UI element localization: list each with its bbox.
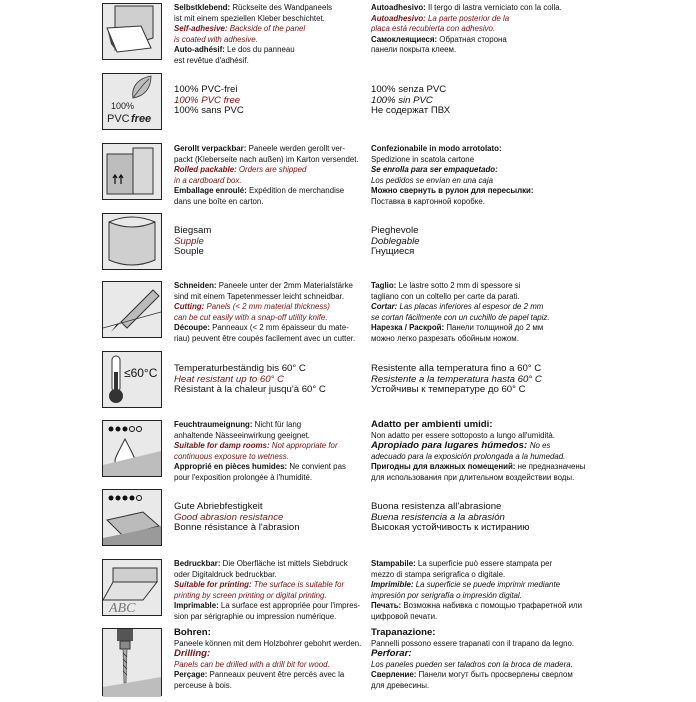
- text-line: ist mit einem speziellen Kleber beschichtet.: [174, 13, 325, 23]
- text-line: Bedruckbar: Die Oberfläche ist mittels Siebdruck: [174, 559, 348, 568]
- text-line: Stampabile: La superficie può essere stampata per: [371, 559, 553, 568]
- text-line: is coated with adhesive.: [174, 34, 258, 44]
- text-line: цифровой печати.: [371, 611, 438, 621]
- text-line: Temperaturbeständig bis 60° C: [174, 363, 306, 374]
- text-line: Устойчивы к температуре до 60° C: [371, 384, 526, 396]
- text-line: oder Digitaldruck bedruckbar.: [174, 569, 277, 579]
- text-line: mezzo di stampa serigrafica o digitale.: [371, 569, 506, 579]
- text-line: Auto-adhésif: Le dos du panneau: [174, 45, 295, 55]
- text-line: Apropiado para lugares húmedos: No es: [371, 440, 551, 452]
- text-line: 100% sans PVC: [174, 105, 244, 117]
- text-line: Biegsam: [174, 225, 212, 236]
- text-line: Не содержат ПВХ: [371, 105, 451, 117]
- text-line: riau) peuvent être coupés facilement avec un cutter.: [174, 333, 356, 343]
- pvc-free-leaf-icon: [102, 73, 162, 130]
- icon-text: 100%: [111, 101, 135, 111]
- text-line: anhaltende Nässeeinwirkung geeignet.: [174, 430, 310, 440]
- text-line: Cortar: Las placas inferiores al espesor de 2 mm: [371, 302, 544, 312]
- text-line: Самоклеящиеся: Обратная сторона: [371, 34, 507, 44]
- text-line: Paneele können mit dem Holzbohrer gebohrt werden.: [174, 638, 362, 648]
- text-line: adecuado para la exposición prolongada a la humedad.: [371, 451, 566, 461]
- text-line: Поставка в картонной коробке.: [371, 196, 485, 206]
- text-line: Печать: Возможна набивка с помощью трафаретной или: [371, 601, 583, 611]
- text-line: Сверление: Панели могут быть просверлены сверлом: [371, 670, 573, 680]
- text-line: Гнущиеся: [371, 246, 415, 258]
- text-line: Bonne résistance à l'abrasion: [174, 522, 300, 534]
- text-line: Нарезка / Раскрой: Панели толщиной до 2 мм: [371, 323, 544, 333]
- text-line: Bohren:: [174, 627, 211, 638]
- text-line: placa está recubierta con adhesivo.: [371, 24, 496, 34]
- text-line: Autoadhesivo: La parte posterior de la: [371, 13, 510, 23]
- cutter-knife-icon: [102, 281, 162, 338]
- text-line: Self-adhesive: Backside of the panel: [174, 24, 306, 34]
- text-line: se cortan fácilmente con un cuchillo de papel tapiz.: [371, 312, 550, 322]
- text-line: in a cardboard box.: [174, 175, 242, 185]
- text-line: dans une boîte en carton.: [174, 196, 264, 206]
- text-line: sind mit einem Tapetenmesser leicht schneidbar.: [174, 291, 345, 301]
- text-line: packt (Kleberseite nach außen) im Karton versendet.: [174, 154, 359, 164]
- text-line: Souple: [174, 246, 204, 258]
- text-line: impresión por serigrafía o impresión digital.: [371, 590, 522, 600]
- text-line: Découpe: Panneaux (< 2 mm épaisseur du mate-: [174, 323, 349, 333]
- text-line: Spedizione in scatola cartone: [371, 154, 475, 164]
- text-line: tagliano con un coltello per carte da parati.: [371, 291, 520, 301]
- text-line: Perforar:: [371, 648, 412, 660]
- bendable-panel-icon: [102, 213, 162, 270]
- text-line: Selbstklebend: Rückseite des Wandpaneels: [174, 3, 333, 12]
- text-line: 100% senza PVC: [371, 84, 447, 95]
- text-line: sion par sérigraphie ou impression numérique.: [174, 611, 337, 621]
- text-line: Non adatto per essere sottoposto a lungo all'umidità.: [371, 430, 555, 440]
- text-line: Suitable for damp rooms: Not appropriate for: [174, 441, 338, 451]
- drill-icon: [102, 628, 162, 696]
- text-line: Buona resistenza all'abrasione: [371, 501, 502, 512]
- text-line: Heat resistant up to 60° C: [174, 373, 284, 385]
- rolled-box-icon: [102, 143, 162, 200]
- text-line: Pieghevole: [371, 225, 419, 236]
- text-line: Perçage: Panneaux peuvent être percés avec la: [174, 670, 345, 680]
- text-line: Schneiden: Paneele unter der 2mm Materialstärke: [174, 281, 353, 290]
- text-line: Resistente a la temperatura hasta 60° C: [371, 373, 542, 385]
- text-line: Los paneles pueden ser taladros con la broca de madera.: [371, 659, 573, 669]
- text-line: панели покрыта клеем.: [371, 45, 457, 55]
- text-line: Adatto per ambienti umidi:: [371, 419, 493, 430]
- text-line: Drilling:: [174, 648, 211, 660]
- water-drop-icon: [102, 420, 162, 477]
- text-line: Imprimable: La surface est appropriée pour l'impres-: [174, 601, 361, 611]
- text-line: Suitable for printing: The surface is suitable for: [174, 580, 345, 590]
- icon-text: free: [131, 113, 152, 125]
- text-line: Supple: [174, 235, 204, 247]
- text-line: Approprié en pièces humides: Ne convient pas: [174, 462, 346, 472]
- icon-text: ABC: [109, 601, 136, 616]
- self-adhesive-panel-icon: [102, 3, 162, 60]
- text-line: Autoadhesivo: Il tergo di lastra verniciato con la colla.: [371, 3, 562, 12]
- text-line: Можно свернуть в рулон для пересылки:: [371, 186, 534, 196]
- text-line: 100% sin PVC: [371, 94, 433, 106]
- text-line: Emballage enroulé: Expédition de merchandise: [174, 186, 345, 196]
- text-line: Gute Abriebfestigkeit: [174, 501, 263, 512]
- text-line: can be cut easily with a snap-off utility knife.: [174, 312, 328, 322]
- text-line: Se enrolla para ser empaquetado:: [371, 165, 498, 175]
- text-line: Пригодны для влажных помещений: не предназначены: [371, 462, 586, 472]
- icon-text: PVC: [107, 113, 130, 125]
- text-line: Gerollt verpackbar: Paneele werden gerollt ver-: [174, 144, 346, 153]
- print-roller-icon: [102, 559, 162, 616]
- text-line: Feuchtraumeignung: Nicht für lang: [174, 420, 302, 429]
- text-line: Buena resistencia a la abrasión: [371, 511, 505, 523]
- text-line: Высокая устойчивость к истиранию: [371, 522, 530, 534]
- abrasion-resistance-icon: [102, 489, 162, 546]
- text-line: perceuse à bois.: [174, 680, 232, 690]
- text-line: continuous exposure to wetness.: [174, 451, 289, 461]
- text-line: Résistant à la chaleur jusqu'à 60° C: [174, 384, 326, 396]
- text-line: Rolled packable: Orders are shipped: [174, 165, 307, 175]
- text-line: printing by screen printing or digital printing.: [174, 590, 327, 600]
- text-line: Cutting: Panels (< 2 mm material thickness): [174, 302, 330, 312]
- text-line: для древесины.: [371, 680, 430, 690]
- text-line: Doblegable: [371, 235, 420, 247]
- text-line: Panels can be drilled with a drill bit for wood.: [174, 659, 330, 669]
- text-line: Confezionabile in modo arrotolato:: [371, 144, 502, 153]
- text-line: Imprimible: La superficie se puede imprimir mediante: [371, 580, 561, 590]
- text-line: 100% PVC-frei: [174, 84, 238, 95]
- text-line: Pannelli possono essere trapanati con il trapano da legno.: [371, 638, 575, 648]
- text-line: Trapanazione:: [371, 627, 436, 638]
- text-line: est revêtue d'adhésif.: [174, 55, 249, 65]
- thermometer-icon: [102, 351, 162, 408]
- text-line: для использования при длительном воздействии воды.: [371, 472, 575, 482]
- text-line: 100% PVC free: [174, 94, 241, 106]
- icon-text: ≤60°C: [124, 366, 158, 380]
- text-line: Taglio: Le lastre sotto 2 mm di spessore si: [371, 281, 521, 290]
- text-line: можно легко разрезать обойным ножом.: [371, 333, 519, 343]
- text-line: Los pedidos se envían en una caja: [371, 175, 493, 185]
- text-line: pour l'exposition prolongée à l'humidité.: [174, 472, 313, 482]
- text-line: Good abrasion resistance: [174, 511, 284, 523]
- text-line: Resistente alla temperatura fino a 60° C: [371, 363, 542, 374]
